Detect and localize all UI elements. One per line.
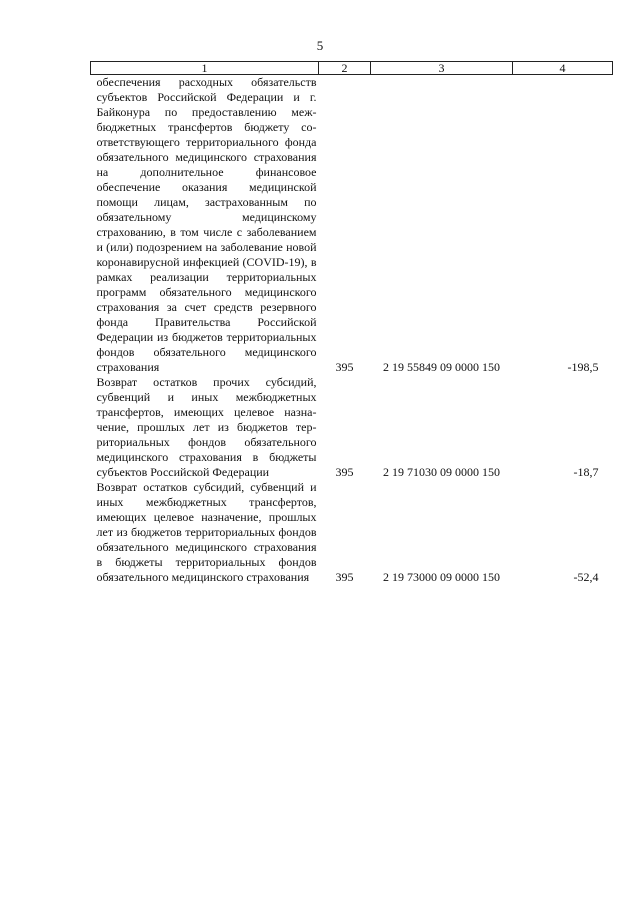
- column-number-3: 3: [371, 62, 513, 75]
- row-amount: -18,7: [573, 465, 599, 479]
- row-budget-code: 2 19 71030 09 0000 150: [383, 465, 500, 479]
- row-description: обеспечения расходных обязательств субъектов Российской Федерации и г. Байконура по предоставлению межбюджетных трансфертов бюджету соответствующего территориального фонда обязательного медицинского страхования на дополнительное финансовое обеспечение оказания медицинской помощи лицам, застрахованным по обязательному медицинскому страхованию, в том числе с заболеванием и (или) подозрением на заболевание новой коронавирусной инфекцией (COVID-19), в рамках реализации территориальных программ обязательного медицинского страхования за счет средств резервного фонда Правительства Российской Федерации из бюджетов территориальных фондов обязательного медицинского страхования: [96, 75, 317, 374]
- page-number: 5: [316, 38, 324, 53]
- table-row: [91, 75, 613, 376]
- column-number-1: 1: [91, 62, 319, 75]
- budget-table: [90, 61, 613, 585]
- column-number-2: 2: [319, 62, 371, 75]
- row-admin-code: 395: [335, 465, 354, 479]
- column-number-4: 4: [513, 62, 613, 75]
- column-number-row: [91, 62, 613, 75]
- row-description: Возврат остатков субсидий, субвенций и иных межбюджетных трансфертов, имеющих целевое назначение, прошлых лет из бюджетов территориальных фондов обязательного медицинского страхования в бюджеты территориальных фондов обязательного медицинского страхования: [96, 480, 317, 584]
- row-admin-code: 395: [335, 360, 354, 374]
- row-amount: -198,5: [567, 360, 599, 374]
- table-row: [91, 375, 613, 480]
- row-admin-code: 395: [335, 570, 354, 584]
- row-budget-code: 2 19 73000 09 0000 150: [383, 570, 500, 584]
- row-description: Возврат остатков прочих субсидий, субвенций и иных межбюджетных трансфертов, имеющих целевое назначение, прошлых лет из бюджетов территориальных фондов обязательного медицинского страхования в бюджеты субъектов Российской Федерации: [96, 375, 317, 479]
- row-amount: -52,4: [573, 570, 599, 584]
- row-budget-code: 2 19 55849 09 0000 150: [383, 360, 500, 374]
- table-row: [91, 480, 613, 585]
